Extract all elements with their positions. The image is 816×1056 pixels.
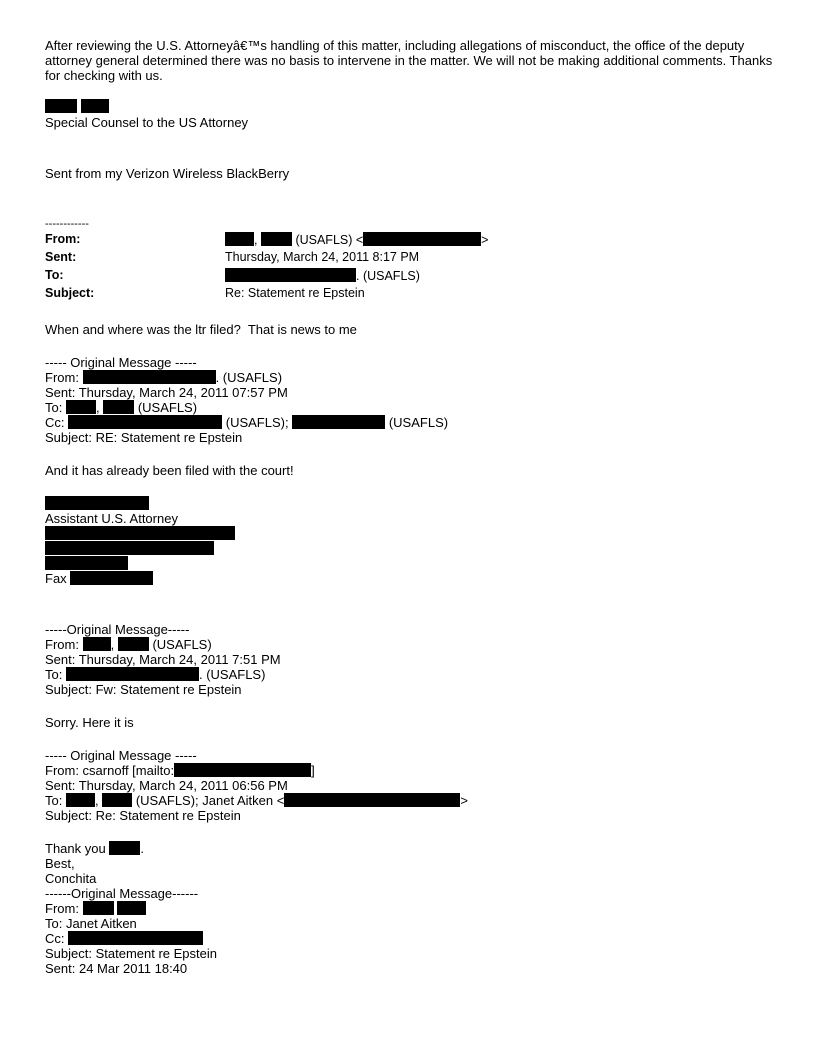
redaction-box [284,793,460,807]
msg4-thank-line [45,841,144,856]
to-middle: (USAFLS); Janet Aitken < [135,793,285,808]
msg5-subject-line: Subject: Statement re Epstein [45,946,217,961]
redaction-box [292,415,385,429]
from-org: . (USAFLS) [215,370,283,385]
original-message-banner: ------Original Message------ [45,886,199,901]
msg3-subject-line: Subject: Fw: Statement re Epstein [45,682,242,697]
to-org: . (USAFLS) [198,667,266,682]
reply-body: When and where was the ltr filed? That is news to me [45,322,357,337]
to-label: To: [45,793,63,808]
msg2-sent-line: Sent: Thursday, March 24, 2011 07:57 PM [45,385,288,400]
redaction-box [225,268,356,282]
msg3-from-line: From: , (USAFLS) [45,637,212,652]
msg2-to-line: To: , (USAFLS) [45,400,198,415]
header-from-value: , (USAFLS) < > [225,232,488,248]
from-org: (USAFLS) [152,637,212,652]
header-from-org: (USAFLS) [295,233,353,247]
redaction-box [66,793,95,807]
redaction-box [103,400,134,414]
redaction-box [45,526,235,540]
header-separator: ------------ [45,218,89,230]
redaction-box [261,232,292,246]
msg5-cc-line [45,931,203,946]
redaction-box [68,415,222,429]
from-suffix: ] [311,763,315,778]
msg2-body: And it has already been filed with the court! [45,463,294,478]
redaction-box [66,667,199,681]
redaction-box [81,99,109,113]
msg4-name: Conchita [45,871,97,886]
sent-from-line: Sent from my Verizon Wireless BlackBerry [45,166,290,181]
from-label: From: [45,901,79,916]
to-end: > [460,793,468,808]
redaction-box [45,99,77,113]
from-label: From: [45,370,79,385]
redaction-box [45,496,149,510]
header-subject-value: Re: Statement re Epstein [225,286,365,300]
to-org: (USAFLS) [137,400,198,415]
msg3-sent-line: Sent: Thursday, March 24, 2011 7:51 PM [45,652,281,667]
redaction-box [174,763,311,777]
msg3-body: Sorry. Here it is [45,715,134,730]
redaction-box [68,931,203,945]
from-label: From: [45,637,79,652]
header-to-org: . (USAFLS) [356,269,420,283]
redaction-box [83,901,114,915]
msg2-subject-line: Subject: RE: Statement re Epstein [45,430,243,445]
redaction-box [109,841,140,855]
original-message-banner: ----- Original Message ----- [45,748,197,763]
redaction-box [102,793,132,807]
msg2-fax-line [45,571,153,586]
msg3-to-line [45,667,265,682]
msg2-signature-title: Assistant U.S. Attorney [45,511,178,526]
redaction-box [225,232,254,246]
msg2-from-line [45,370,282,385]
cc-org: (USAFLS); [225,415,289,430]
msg4-subject-line: Subject: Re: Statement re Epstein [45,808,241,823]
cc-label: Cc: [45,415,65,430]
msg5-from-line [45,901,146,916]
to-label: To: [45,667,63,682]
fax-label: Fax [45,571,67,586]
header-sent-value: Thursday, March 24, 2011 8:17 PM [225,250,420,264]
header-to-value [225,268,420,284]
redaction-box [117,901,146,915]
from-prefix: From: csarnoff [mailto: [45,763,175,778]
msg4-from-line [45,763,315,778]
header-sent-label: Sent: [45,250,77,264]
msg2-cc-line [45,415,448,430]
cc-label: Cc: [45,931,65,946]
redaction-box [363,232,481,246]
msg4-sent-line: Sent: Thursday, March 24, 2011 06:56 PM [45,778,288,793]
thank-you-text: Thank you [45,841,106,856]
to-label: To: [45,400,63,415]
msg5-sent-line: Sent: 24 Mar 2011 18:40 [45,961,188,976]
cc-org: (USAFLS) [388,415,449,430]
thank-end: . [140,841,144,856]
redaction-box [83,637,111,651]
msg4-best: Best, [45,856,75,871]
redaction-box [45,556,128,570]
msg5-to-line: To: Janet Aitken [45,916,137,931]
msg4-to-line: To: , (USAFLS); Janet Aitken < > [45,793,468,808]
redaction-box [70,571,153,585]
original-message-banner: ----- Original Message ----- [45,355,197,370]
original-message-banner: -----Original Message----- [45,622,190,637]
redaction-box [118,637,149,651]
redaction-box [45,541,214,555]
signature-title: Special Counsel to the US Attorney [45,115,249,130]
header-from-label: From: [45,232,81,246]
redaction-box [83,370,216,384]
header-subject-label: Subject: [45,286,95,300]
header-to-label: To: [45,268,64,282]
intro-paragraph: After reviewing the U.S. Attorneyâ€™s handling of this matter, including allegations of misconduct, the office of the deputy attorney general determined there was no basis to intervene in the matter. We will not be making additional comments. Thanks for checking with us. [45,38,773,83]
redaction-box [66,400,96,414]
